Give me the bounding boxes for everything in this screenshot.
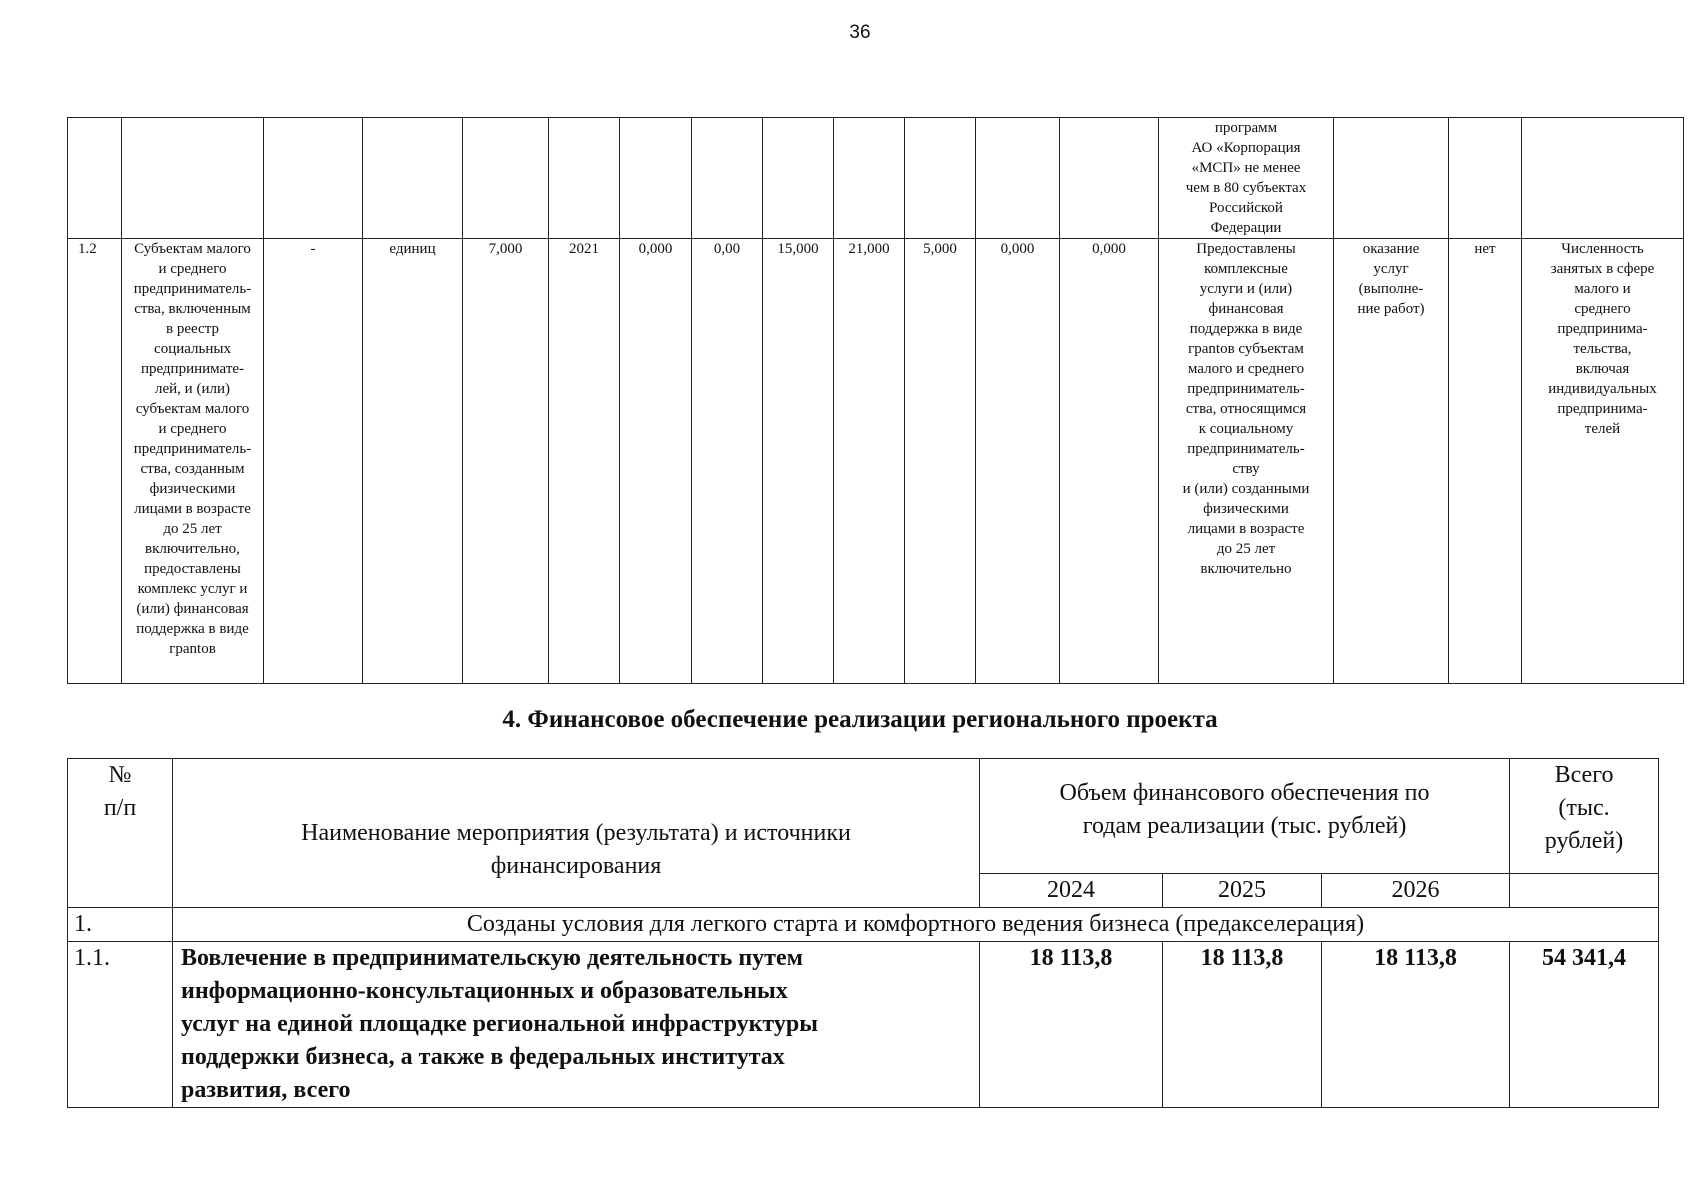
unit-cell: единиц bbox=[363, 239, 463, 684]
header-total: Всего (тыс. рублей) bbox=[1510, 759, 1659, 874]
level-cell: - bbox=[264, 239, 363, 684]
header-name: Наименование мероприятия (результата) и источники финансирования bbox=[173, 759, 980, 908]
value-cell: 15,000 bbox=[763, 239, 834, 684]
table-row bbox=[68, 239, 1684, 684]
row-number: 1.1. bbox=[68, 942, 173, 1108]
results-table bbox=[67, 117, 1684, 684]
header-year: 2026 bbox=[1322, 874, 1510, 908]
base-year-cell: 2021 bbox=[549, 239, 620, 684]
result-name: Субъектам малого и среднего предприниматель- ства, включенным в реестр социальных предпринимате- лей, и (или) субъектам малого и среднего предприниматель- ства, созданным физическими лицами в возрасте до 25 лет включительно, предоставлены комплекс услуг и (или) финансовая поддержка в виде граntов bbox=[122, 239, 264, 684]
header-volume: Объем финансового обеспечения по годам реализации (тыс. рублей) bbox=[980, 759, 1510, 874]
value-cell: 21,000 bbox=[834, 239, 905, 684]
base-value-cell: 7,000 bbox=[463, 239, 549, 684]
value-cell: 0,00 bbox=[692, 239, 763, 684]
row-number: 1.2 bbox=[68, 239, 122, 684]
type-cell: оказание услуг (выполне- ние работ) bbox=[1334, 239, 1449, 684]
amount-2025: 18 113,8 bbox=[1163, 942, 1322, 1108]
table-row bbox=[68, 908, 1659, 942]
section-row-text: Созданы условия для легкого старта и комфортного ведения бизнеса (предакселерация) bbox=[173, 908, 1659, 942]
amount-2026: 18 113,8 bbox=[1322, 942, 1510, 1108]
header-num: № п/п bbox=[68, 759, 173, 908]
amount-total: 54 341,4 bbox=[1510, 942, 1659, 1108]
page-number: 36 bbox=[849, 22, 871, 43]
value-cell: 5,000 bbox=[905, 239, 976, 684]
indicator-cell: Численность занятых в сфере малого и среднего предпринима- тельства, включая индивидуальных предпринима- телей bbox=[1522, 239, 1684, 684]
header-year: 2024 bbox=[980, 874, 1163, 908]
header-year: 2025 bbox=[1163, 874, 1322, 908]
characteristic-cell: Предоставлены комплексные услуги и (или) финансовая поддержка в виде граntов субъектам малого и среднего предприниматель- ства, относящимся к социальному предприниматель- ству и (или) созданными физическими лицами в возрасте до 25 лет включительно bbox=[1159, 239, 1334, 684]
characteristic-cell: программ АО «Корпорация «МСП» не менее чем в 80 субъектах Российской Федерации bbox=[1159, 118, 1334, 239]
value-cell: 0,000 bbox=[1060, 239, 1159, 684]
section-title: 4. Финансовое обеспечение реализации регионального проекта bbox=[502, 706, 1218, 733]
row-number: 1. bbox=[68, 908, 173, 942]
finance-table bbox=[67, 758, 1659, 1108]
value-cell: 0,000 bbox=[976, 239, 1060, 684]
flag-cell: нет bbox=[1449, 239, 1522, 684]
table-row bbox=[68, 942, 1659, 1108]
amount-2024: 18 113,8 bbox=[980, 942, 1163, 1108]
item-name: Вовлечение в предпринимательскую деятельность путем информационно-консультационных и образовательных услуг на единой площадке региональной инфраструктуры поддержки бизнеса, а также в федеральных институтах развития, всего bbox=[173, 942, 980, 1108]
table-row bbox=[68, 118, 1684, 239]
table-header-row bbox=[68, 759, 1659, 874]
value-cell: 0,000 bbox=[620, 239, 692, 684]
